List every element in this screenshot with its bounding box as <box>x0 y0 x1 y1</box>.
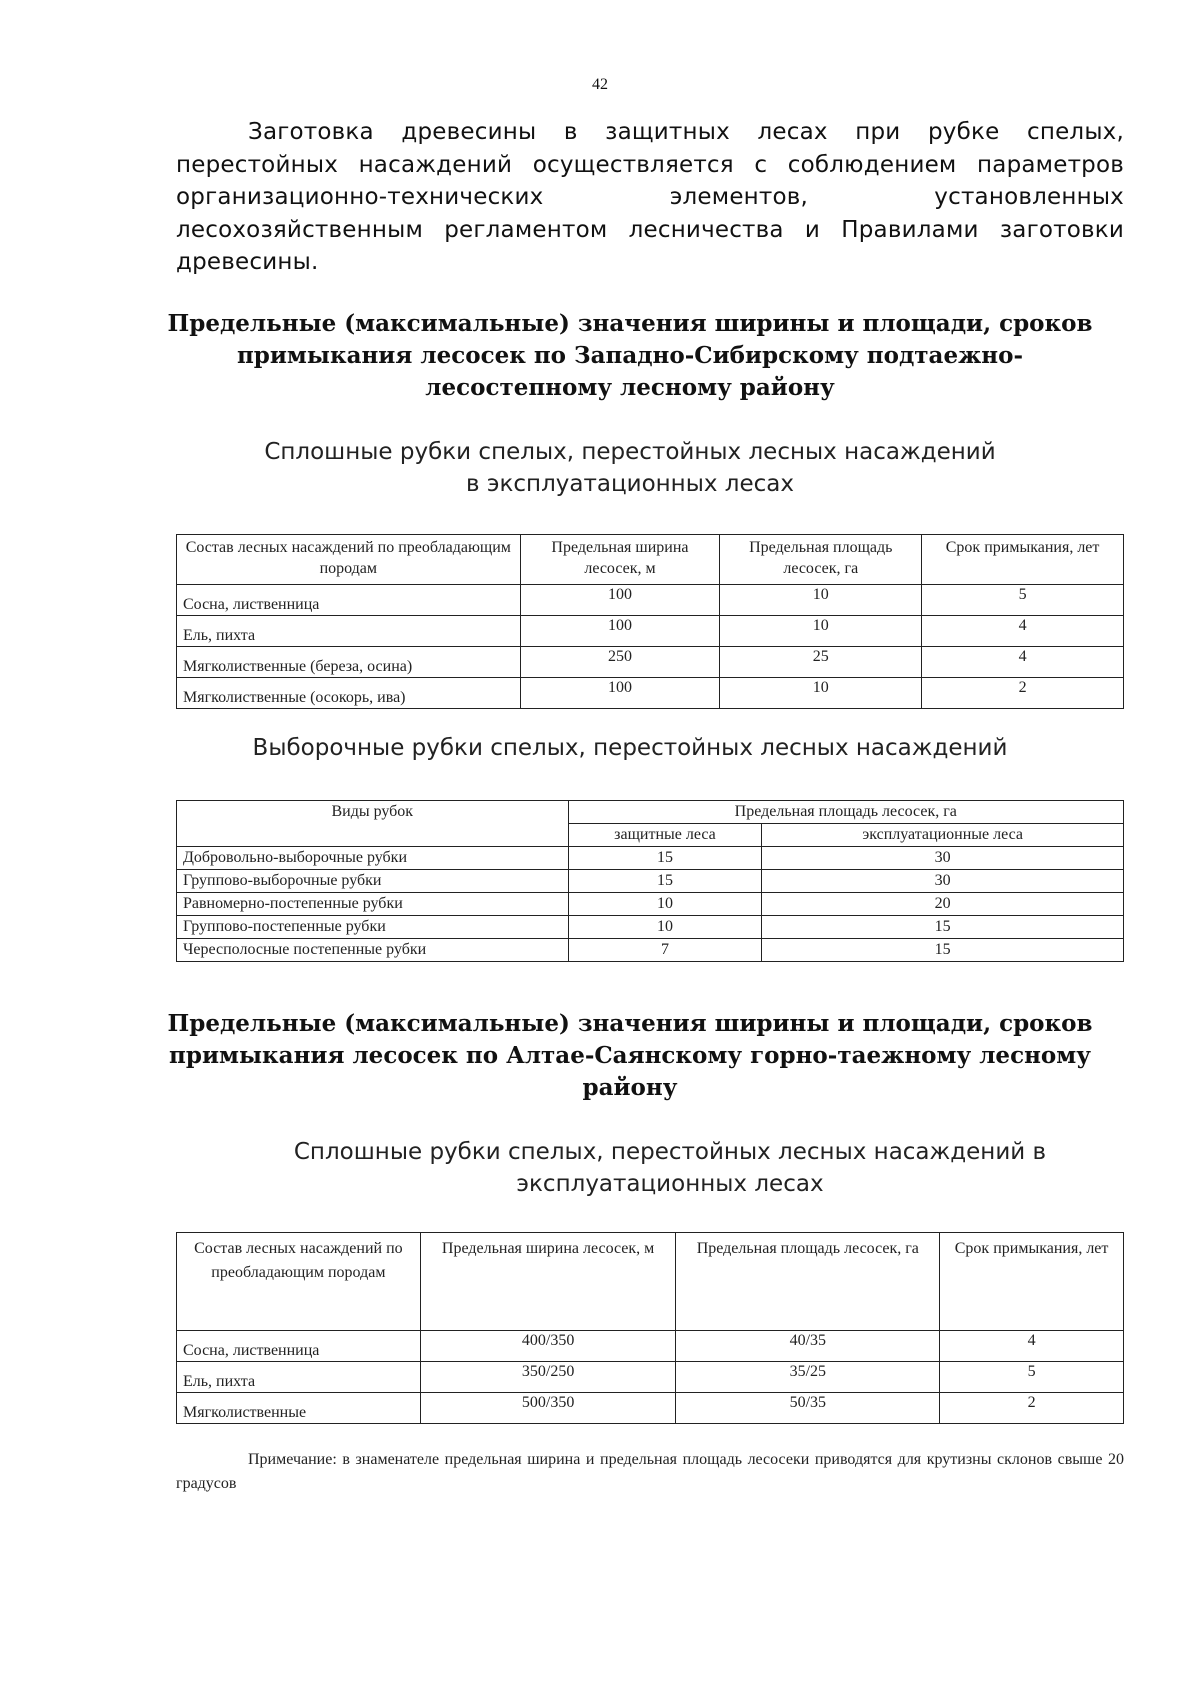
header-max-area: Предельная площадь лесосек, га <box>720 535 922 585</box>
page-number: 42 <box>592 76 608 93</box>
cell-term: 2 <box>940 1393 1124 1424</box>
table-row <box>177 916 1124 939</box>
cell-cut-kind: Равномерно-постепенные рубки <box>177 893 569 916</box>
cell-area: 50/35 <box>676 1393 940 1424</box>
cell-exploitation: 30 <box>762 847 1124 870</box>
table3-title-line2: эксплуатационных лесах <box>516 1171 824 1197</box>
table-selective-cut-west-siberian <box>176 800 1124 962</box>
cell-term: 4 <box>940 1331 1124 1362</box>
cell-species: Ель, пихта <box>177 1362 421 1393</box>
table2-title: Выборочные рубки спелых, перестойных лесных насаждений <box>252 735 1008 761</box>
header-max-area-group: Предельная площадь лесосек, га <box>568 801 1123 824</box>
cell-area: 25 <box>720 647 922 678</box>
intro-paragraph: Заготовка древесины в защитных лесах при рубке спелых, перестойных насаждений осуществляется с соблюдением параметров организационно-технических элементов, установленных лесохозяйственным регламентом лесничества и Правилами заготовки древесины. <box>176 119 1124 275</box>
section-heading-west-siberian: Предельные (максимальные) значения ширины и площади, сроков примыкания лесосек по Западно-Сибирскому подтаежно-лесостепному лесному району <box>167 310 1093 401</box>
header-max-width: Предельная ширина лесосек, м <box>520 535 720 585</box>
cell-width: 100 <box>520 616 720 647</box>
cell-cut-kind: Группово-выборочные рубки <box>177 870 569 893</box>
table-row <box>177 1362 1124 1393</box>
cell-protective: 10 <box>568 916 762 939</box>
header-composition: Состав лесных насаждений по преобладающим породам <box>177 1233 421 1331</box>
cell-protective: 10 <box>568 893 762 916</box>
header-max-area: Предельная площадь лесосек, га <box>676 1233 940 1331</box>
table-clear-cut-altai-sayan <box>176 1232 1124 1424</box>
table-header-row <box>177 801 1124 824</box>
table1-title-line2: в эксплуатационных лесах <box>466 471 794 497</box>
cell-term: 4 <box>922 616 1124 647</box>
cell-width: 500/350 <box>420 1393 676 1424</box>
cell-area: 10 <box>720 616 922 647</box>
cell-area: 10 <box>720 585 922 616</box>
cell-species: Сосна, лиственница <box>177 585 521 616</box>
cell-cut-kind: Группово-постепенные рубки <box>177 916 569 939</box>
cell-exploitation: 30 <box>762 870 1124 893</box>
table1-title <box>150 436 1110 500</box>
table-row <box>177 1393 1124 1424</box>
header-adjacency-term: Срок примыкания, лет <box>940 1233 1124 1331</box>
cell-protective: 15 <box>568 870 762 893</box>
cell-term: 5 <box>940 1362 1124 1393</box>
section-heading-altai-sayan: Предельные (максимальные) значения ширины и площади, сроков примыкания лесосек по Алтае-Саянскому горно-таежному лесному району <box>167 1010 1093 1101</box>
table3-title-line1: Сплошные рубки спелых, перестойных лесных насаждений в <box>293 1139 1047 1165</box>
cell-area: 35/25 <box>676 1362 940 1393</box>
cell-width: 400/350 <box>420 1331 676 1362</box>
table1-title-line1: Сплошные рубки спелых, перестойных лесных насаждений <box>264 439 996 465</box>
cell-species: Сосна, лиственница <box>177 1331 421 1362</box>
table-header-row <box>177 535 1124 585</box>
cell-width: 100 <box>520 678 720 709</box>
cell-exploitation: 20 <box>762 893 1124 916</box>
header-exploitation-forests: эксплуатационные леса <box>762 824 1124 847</box>
table3-title <box>290 1136 1050 1200</box>
table-row <box>177 939 1124 962</box>
cell-protective: 7 <box>568 939 762 962</box>
cell-width: 100 <box>520 585 720 616</box>
cell-species: Мягколиственные (осокорь, ива) <box>177 678 521 709</box>
table-row <box>177 870 1124 893</box>
table-row <box>177 585 1124 616</box>
cell-species: Мягколиственные <box>177 1393 421 1424</box>
cell-term: 4 <box>922 647 1124 678</box>
cell-cut-kind: Добровольно-выборочные рубки <box>177 847 569 870</box>
table-header-row <box>177 1233 1124 1331</box>
footnote: Примечание: в знаменателе предельная ширина и предельная площадь лесосеки приводятся для крутизны склонов свыше 20 градусов <box>176 1451 1124 1492</box>
cell-term: 5 <box>922 585 1124 616</box>
cell-species: Мягколиственные (береза, осина) <box>177 647 521 678</box>
header-adjacency-term: Срок примыкания, лет <box>922 535 1124 585</box>
header-cut-kind: Виды рубок <box>177 801 569 847</box>
header-max-width: Предельная ширина лесосек, м <box>420 1233 676 1331</box>
table-row <box>177 616 1124 647</box>
cell-width: 350/250 <box>420 1362 676 1393</box>
cell-cut-kind: Чересполосные постепенные рубки <box>177 939 569 962</box>
cell-protective: 15 <box>568 847 762 870</box>
cell-area: 10 <box>720 678 922 709</box>
table-clear-cut-west-siberian <box>176 534 1124 709</box>
table-row <box>177 678 1124 709</box>
cell-exploitation: 15 <box>762 916 1124 939</box>
header-protective-forests: защитные леса <box>568 824 762 847</box>
cell-term: 2 <box>922 678 1124 709</box>
cell-species: Ель, пихта <box>177 616 521 647</box>
table-row <box>177 893 1124 916</box>
table-row <box>177 1331 1124 1362</box>
table-row <box>177 647 1124 678</box>
cell-area: 40/35 <box>676 1331 940 1362</box>
cell-width: 250 <box>520 647 720 678</box>
header-composition: Состав лесных насаждений по преобладающим породам <box>177 535 521 585</box>
table-row <box>177 847 1124 870</box>
cell-exploitation: 15 <box>762 939 1124 962</box>
